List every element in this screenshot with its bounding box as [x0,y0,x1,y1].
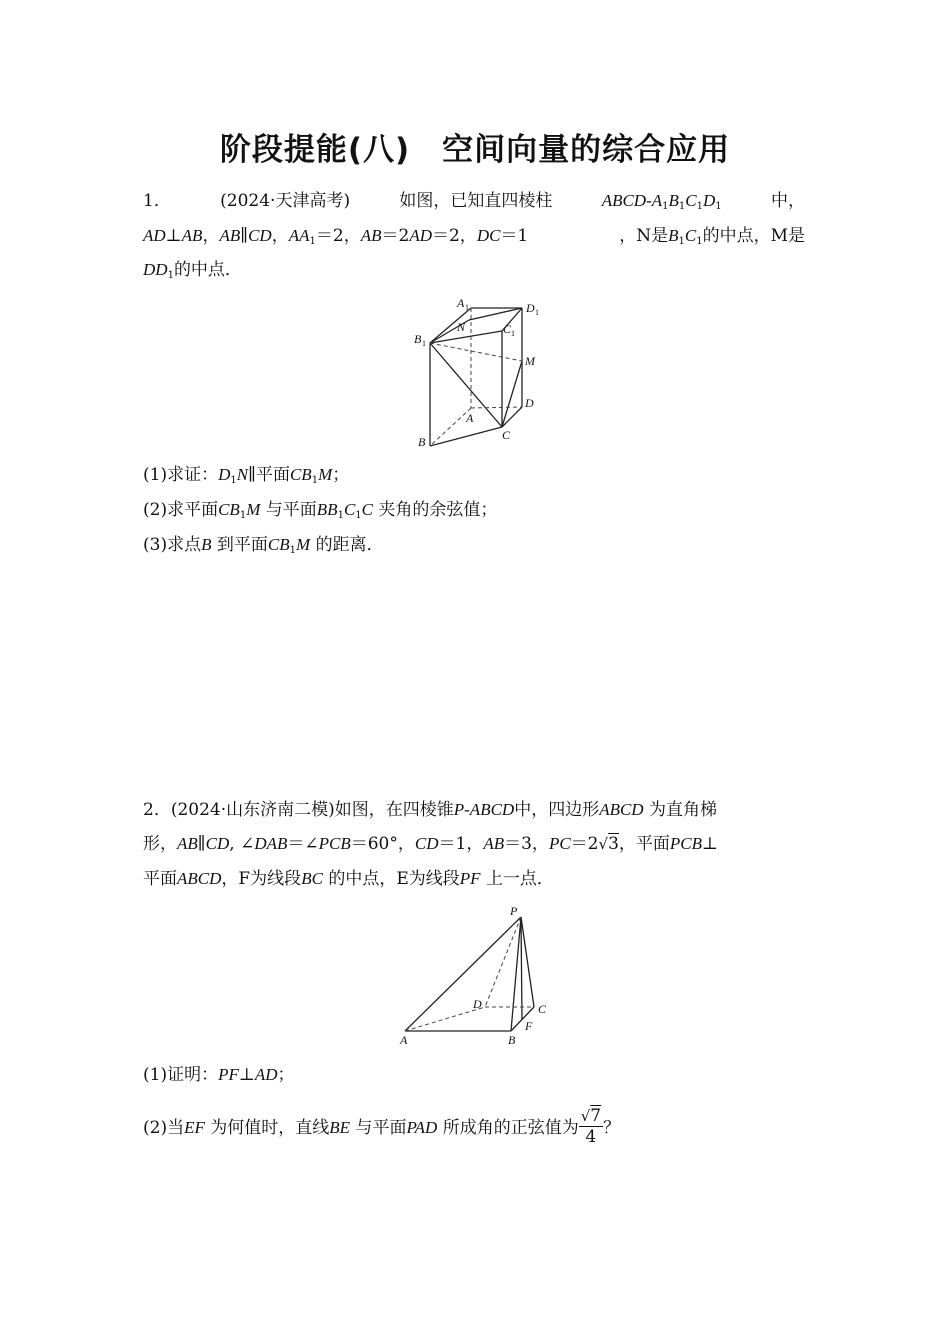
edge-pb [511,917,521,1031]
label-p: P [510,904,518,918]
edge-pc [521,917,534,1007]
q1-prism-figure [410,294,560,450]
label-b: B [508,1033,516,1047]
label-d: D [473,997,482,1011]
q1-part-2: (2)求平面$CB_1M$ 与平面$BB_1C_1C$ 夹角的余弦值； [143,500,498,521]
label-f: F [525,1019,533,1033]
q1-conditions: AD⊥AB，AB∥CD，$AA_1=2$，AB＝2AD＝2，DC＝1 [143,226,529,247]
label-a1: A [457,296,465,310]
label-m: M [525,354,535,368]
q2-pyramid-figure [395,900,560,1050]
q1-line-3: $DD_1$的中点． [143,260,242,281]
label-a1-sub: 1 [465,303,469,312]
edge-pa [405,917,521,1031]
label-d: D [525,396,534,410]
label-a: A [466,411,474,425]
edge-bc [430,427,502,446]
q1-solid: ABCD-$A_1B_1C_1D_1$ [601,191,722,212]
edge-ad [471,407,522,408]
label-b: B [418,435,426,449]
label-c: C [502,428,511,442]
q1-intro: 如图，已知直四棱柱 [399,191,553,211]
q1-source: (2024·天津高考) [220,191,351,211]
label-a: A [400,1033,408,1047]
label-b1-sub: 1 [422,339,426,348]
edge-pf [521,917,522,1020]
q2-line-3: 平面ABCD，F为线段BC 的中点，E为线段PF 上一点． [143,869,554,889]
q2-part-1: (1)证明：PF⊥AD； [143,1065,295,1085]
label-c: C [538,1002,547,1016]
q1-line-1 [143,189,805,213]
q1-n-def: ，N是$B_1C_1$的中点，M是 [619,226,805,247]
label-c1: C [503,322,512,336]
label-b1: B [414,332,422,346]
q2-head: 2．(2024·山东济南二模)如图，在四棱锥P-ABCD中，四边形ABCD 为直角梯 [143,800,717,820]
edge-nd1 [469,308,522,320]
label-c1-sub: 1 [511,329,515,338]
label-d1: D [526,301,535,315]
q1-number: 1． [143,191,171,211]
q2-part-2: (2)当EF 为何值时，直线BE 与平面PAD 所成角的正弦值为 $\frac{√7}{4}$ ？ [143,1106,621,1147]
label-d1-sub: 1 [535,308,539,317]
q2-line-1 [143,798,805,822]
answer-fraction: $\frac{√7}{4}$ [580,1106,602,1147]
q1-intro-end: 中， [770,191,805,211]
q2-line-2 [143,832,805,856]
q1-line-2 [143,224,805,248]
page-title: 阶段提能(八) 空间向量的综合应用 [219,132,731,168]
label-n: N [457,320,466,334]
q1-part-3: (3)求点B 到平面$CB_1M$ 的距离． [143,535,384,556]
edge-pd [485,917,521,1007]
q2-conditions: 形，AB∥CD, ∠DAB＝∠PCB＝60°，CD＝1，AB＝3，PC＝2√3，平面PCB⊥ [143,834,718,854]
q1-part-1: (1)求证：$D_1N\parallel$平面$CB_1M$； [143,465,350,486]
